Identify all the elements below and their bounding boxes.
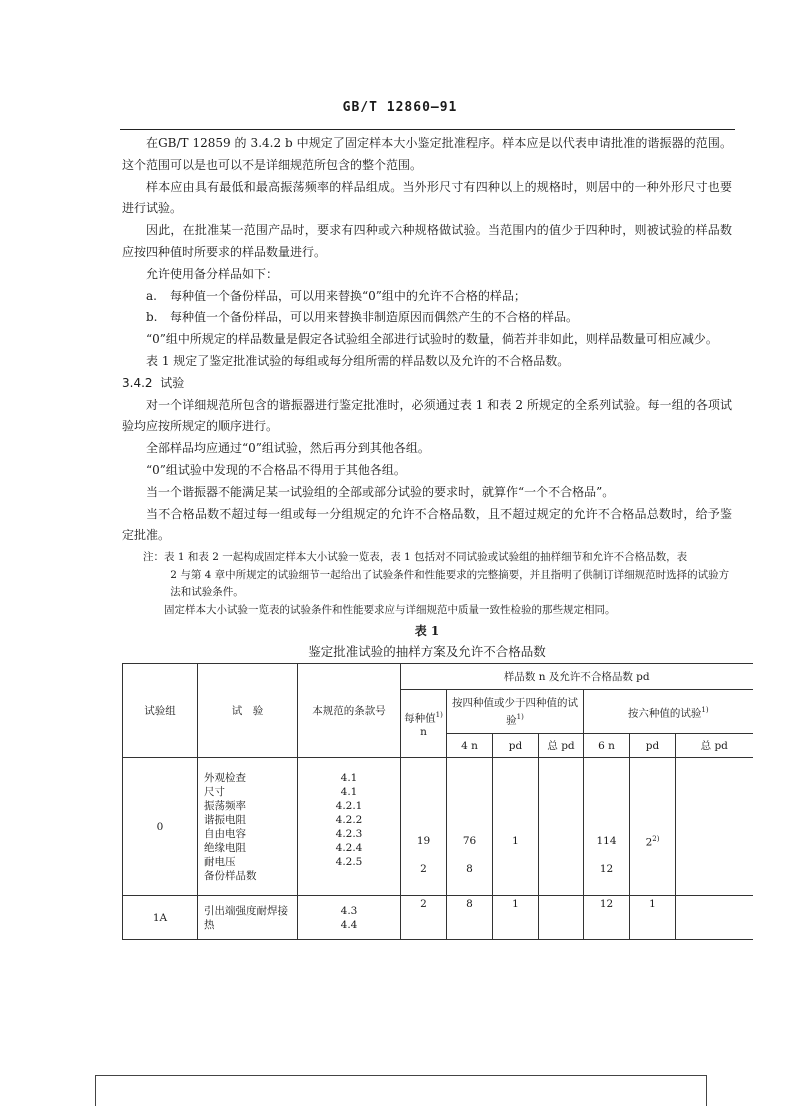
paragraph: 全部样品均应通过“0”组试验，然后再分到其他各组。 bbox=[146, 441, 430, 456]
paragraph: 在GB/T 12859 的 3.4.2 b 中规定了固定样本大小鉴定批准程序。样本应是以代表申请批准的谐振器的范围。这个范围可以是也可以不是详细规范所包含的整个范围。 bbox=[122, 136, 732, 172]
header-samples: 样品数 n 及允许不合格品数 pd bbox=[401, 664, 753, 690]
header-total-pd: 总 pd bbox=[539, 734, 584, 758]
clause-list bbox=[298, 896, 401, 940]
test-name: 外观检查 bbox=[204, 771, 246, 784]
group-id: 0 bbox=[123, 758, 198, 896]
four-n-cell bbox=[447, 896, 493, 940]
spare-n6: 12 bbox=[599, 862, 614, 875]
clause-number: 4.3 bbox=[340, 904, 358, 917]
six-total-pd-cell bbox=[676, 758, 753, 896]
paragraph: 允许使用备分样品如下： bbox=[146, 266, 279, 281]
four-n: 76 bbox=[462, 834, 477, 847]
six-pd: 2 bbox=[645, 836, 653, 849]
header-group: 试验组 bbox=[123, 664, 198, 758]
four-pd: 1 bbox=[512, 898, 519, 910]
test-name: 耐电压 bbox=[204, 855, 236, 868]
table-row bbox=[123, 896, 753, 940]
test-list bbox=[198, 758, 298, 896]
clause-number: 4.4 bbox=[340, 918, 358, 931]
table-row bbox=[123, 758, 753, 896]
header-total-pd: 总 pd bbox=[676, 734, 753, 758]
per-value-n: 2 bbox=[420, 898, 427, 910]
section-heading bbox=[122, 373, 732, 395]
test-name: 振荡频率 bbox=[204, 799, 246, 812]
paragraph: “0”组试验中发现的不合格品不得用于其他各组。 bbox=[146, 462, 406, 477]
header-test: 试 验 bbox=[198, 664, 298, 758]
test-name: 热 bbox=[204, 918, 215, 931]
four-pd-cell bbox=[493, 896, 539, 940]
header-4n: 4 n bbox=[447, 734, 493, 758]
test-name: 绝缘电阻 bbox=[204, 841, 246, 854]
list-text: 每种值一个备份样品，可以用来替换非制造原因而偶然产生的不合格的样品。 bbox=[170, 310, 579, 325]
test-name: 谐振电阻 bbox=[204, 813, 246, 826]
header-pd: pd bbox=[493, 734, 539, 758]
list-marker: a. bbox=[146, 288, 157, 303]
header-pd: pd bbox=[630, 734, 676, 758]
note-text: 2 与第 4 章中所规定的试验细节一起给出了试验条件和性能要求的完整摘要，并且指明了供制订详细规范时选择的试验方法和试验条件。 bbox=[170, 568, 730, 599]
footnote-mark: 1) bbox=[701, 705, 709, 714]
list-text: 每种值一个备份样品，可以用来替换“0”组中的允许不合格的样品； bbox=[170, 288, 526, 303]
footnote-mark: 1) bbox=[516, 712, 524, 721]
four-total-pd-cell bbox=[539, 896, 584, 940]
header-six-label: 按六种值的试验 bbox=[627, 707, 702, 720]
per-value-n: 19 bbox=[416, 834, 431, 847]
clause-number: 4.2.5 bbox=[335, 855, 363, 868]
clause-number: 4.2.4 bbox=[335, 841, 363, 854]
paragraph: 当不合格品数不超过每一组或每一分组规定的允许不合格品数，且不超过规定的允许不合格品总数时，给予鉴定批准。 bbox=[122, 506, 732, 543]
six-total-pd-cell bbox=[676, 896, 753, 940]
note-text: 表 1 和表 2 一起构成固定样本大小试验一览表，表 1 包括对不同试验或试验组的抽样细节和允许不合格品数，表 bbox=[164, 551, 688, 564]
six-pd-cell bbox=[630, 896, 676, 940]
header-per-value bbox=[401, 690, 447, 758]
clause-number: 4.2.3 bbox=[335, 827, 363, 840]
spare-label: 备份样品数 bbox=[204, 869, 257, 882]
sampling-table bbox=[122, 663, 753, 940]
standard-header: GB/T 12860—91 bbox=[342, 100, 458, 115]
table-number: 表 1 bbox=[414, 624, 440, 639]
six-n-cell bbox=[584, 758, 630, 896]
header-four-label: 按四种值或少于四种值的试验 bbox=[452, 696, 578, 727]
paragraph: “0”组中所规定的样品数量是假定各试验组全部进行试验时的数量，倘若并非如此，则样品数量可相应减少。 bbox=[146, 332, 718, 347]
header-per-value-n: n bbox=[420, 726, 427, 739]
clause-number: 4.1 bbox=[340, 771, 358, 784]
test-name: 尺寸 bbox=[204, 785, 225, 798]
paragraph: 当一个谐振器不能满足某一试验组的全部或部分试验的要求时，就算作“一个不合格品”。 bbox=[146, 484, 615, 499]
six-pd: 1 bbox=[649, 898, 656, 910]
per-value-cell bbox=[401, 758, 447, 896]
list-marker: b. bbox=[146, 310, 158, 325]
four-n-cell bbox=[447, 758, 493, 896]
per-value-cell bbox=[401, 896, 447, 940]
paragraph: 表 1 规定了鉴定批准试验的每组或每分组所需的样品数以及允许的不合格品数。 bbox=[146, 353, 570, 368]
clause-number: 4.2.1 bbox=[335, 799, 363, 812]
header-6n: 6 n bbox=[584, 734, 630, 758]
test-list bbox=[198, 896, 298, 940]
clause-number: 4.1 bbox=[340, 785, 358, 798]
six-pd-cell bbox=[630, 758, 676, 896]
six-n-cell bbox=[584, 896, 630, 940]
header-six-values bbox=[584, 690, 753, 734]
header-rule bbox=[120, 129, 735, 130]
section-title: 试验 bbox=[160, 375, 185, 390]
spare-n: 2 bbox=[420, 862, 427, 875]
footnote-mark: 2) bbox=[652, 834, 660, 843]
four-pd-cell bbox=[493, 758, 539, 896]
clause-number: 4.2.2 bbox=[335, 813, 363, 826]
test-name: 引出端强度耐焊接 bbox=[204, 904, 288, 917]
six-n: 114 bbox=[596, 834, 617, 847]
group-id: 1A bbox=[123, 896, 198, 940]
note-label: 注： bbox=[143, 551, 164, 564]
section-number: 3.4.2 bbox=[122, 375, 153, 390]
paragraph: 对一个详细规范所包含的谐振器进行鉴定批准时，必须通过表 1 和表 2 所规定的全系列试验。每一组的各项试验均应按所规定的顺序进行。 bbox=[122, 397, 732, 434]
four-pd: 1 bbox=[512, 834, 519, 847]
six-n: 12 bbox=[599, 898, 614, 910]
four-total-pd-cell bbox=[539, 758, 584, 896]
four-n: 8 bbox=[466, 898, 473, 910]
spare-n4: 8 bbox=[466, 862, 473, 875]
document-body bbox=[122, 133, 732, 667]
clause-list bbox=[298, 758, 401, 896]
note bbox=[122, 549, 732, 619]
paragraph: 样本应由具有最低和最高振荡频率的样品组成。当外形尺寸有四种以上的规格时，则居中的一种外形尺寸也要进行试验。 bbox=[122, 179, 732, 216]
list-item-a bbox=[122, 286, 732, 308]
paragraph: 因此，在批准某一范围产品时，要求有四种或六种规格做试验。当范围内的值少于四种时，则被试验的样品数应按四种值时所要求的样品数量进行。 bbox=[122, 223, 732, 259]
footnote-mark: 1) bbox=[435, 710, 443, 719]
header-clause: 本规范的条款号 bbox=[298, 664, 401, 758]
test-name: 自由电容 bbox=[204, 827, 246, 840]
header-per-value-label: 每种值 bbox=[404, 712, 436, 725]
header-four-values bbox=[447, 690, 584, 734]
note-text: 固定样本大小试验一览表的试验条件和性能要求应与详细规范中质量一致性检验的那些规定相同。 bbox=[164, 603, 616, 616]
list-item-b bbox=[122, 307, 732, 329]
table-title: 鉴定批准试验的抽样方案及允许不合格品数 bbox=[308, 644, 546, 660]
